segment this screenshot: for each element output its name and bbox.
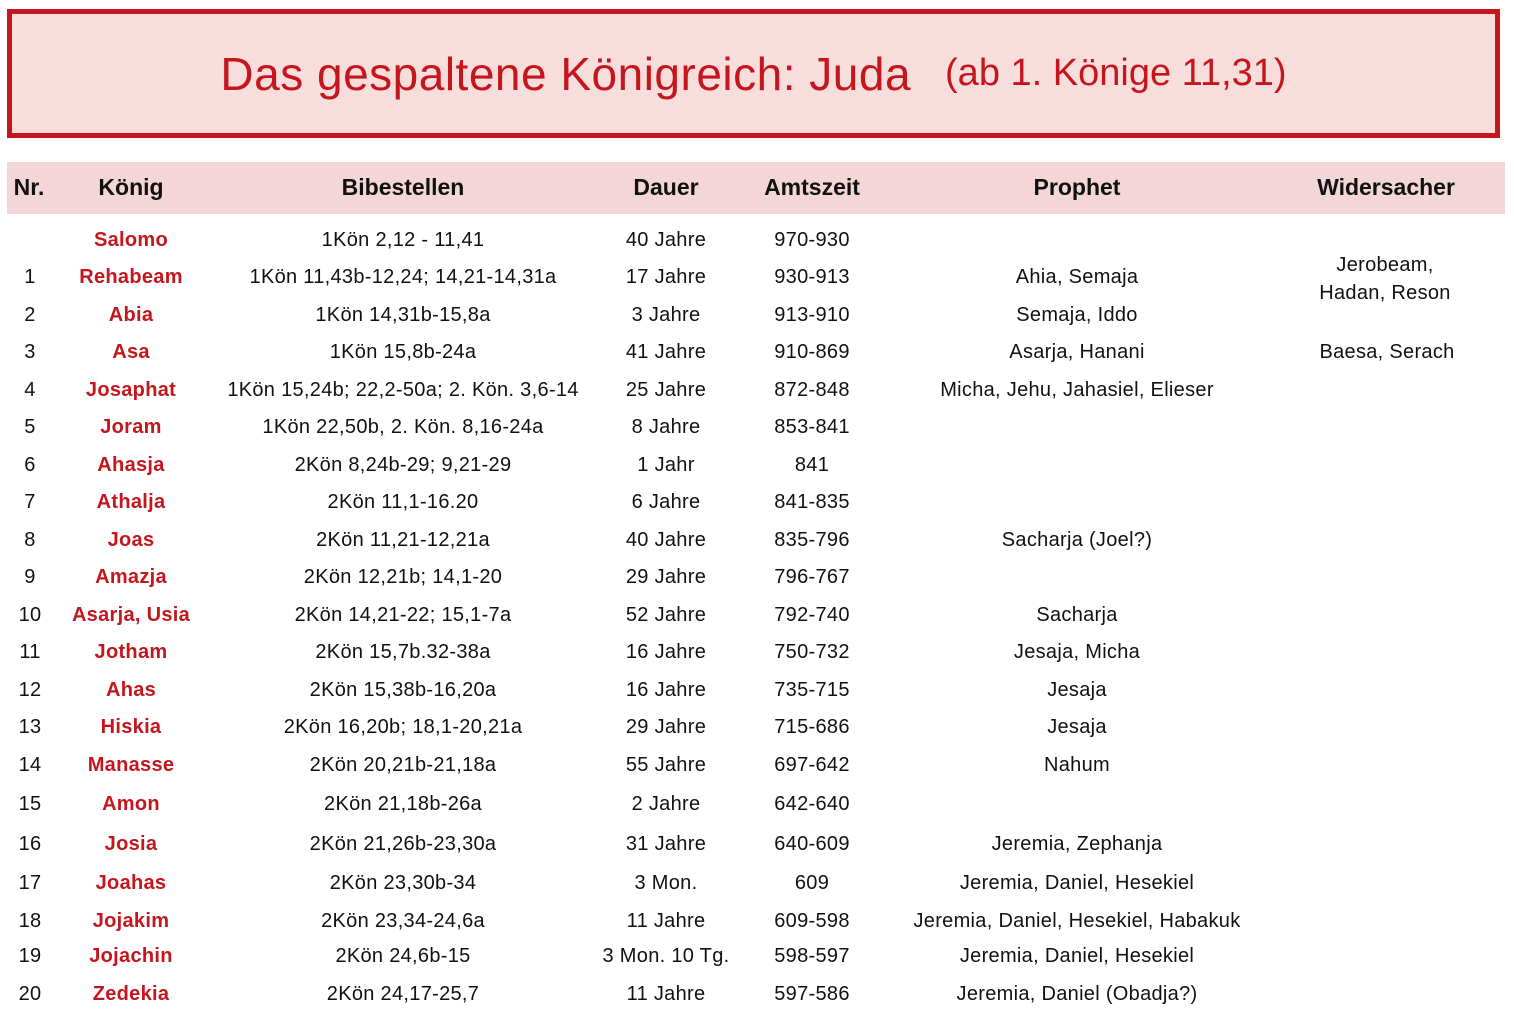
cell-stellen: 2Kön 23,34-24,6a <box>321 910 485 932</box>
cell-nr: 16 <box>18 833 42 855</box>
table-row <box>0 226 1514 256</box>
cell-amtszeit: 735-715 <box>774 679 850 701</box>
cell-koenig: Hiskia <box>100 716 162 738</box>
cell-dauer: 55 Jahre <box>625 754 707 776</box>
cell-nr: 18 <box>18 910 42 932</box>
cell-koenig: Salomo <box>93 229 169 251</box>
table-row <box>0 713 1514 743</box>
cell-dauer: 3 Mon. 10 Tg. <box>602 945 730 967</box>
cell-amtszeit: 697-642 <box>774 754 850 776</box>
widersacher-rehabeam <box>1319 251 1450 307</box>
cell-amtszeit: 609 <box>794 872 830 894</box>
table-row <box>0 638 1514 668</box>
header-prophet: Prophet <box>1033 174 1121 200</box>
cell-nr: 9 <box>24 566 36 588</box>
cell-amtszeit: 792-740 <box>774 604 850 626</box>
cell-amtszeit: 796-767 <box>774 566 850 588</box>
cell-koenig: Jojakim <box>92 910 170 932</box>
cell-nr: 14 <box>18 754 42 776</box>
cell-prophet: Ahia, Semaja <box>1015 266 1139 288</box>
cell-koenig: Rehabeam <box>79 266 183 288</box>
cell-koenig: Amon <box>102 793 160 815</box>
cell-amtszeit: 750-732 <box>774 641 850 663</box>
cell-koenig: Asarja, Usia <box>71 604 191 626</box>
cell-prophet: Jeremia, Daniel, Hesekiel <box>959 872 1195 894</box>
cell-amtszeit: 913-910 <box>774 304 850 326</box>
cell-dauer: 1 Jahr <box>637 454 695 476</box>
page-title: Das gespaltene Königreich: Juda <box>220 47 912 100</box>
cell-dauer: 3 Mon. <box>634 872 698 894</box>
cell-koenig: Josaphat <box>85 379 177 401</box>
cell-koenig: Asa <box>112 341 150 363</box>
cell-stellen: 2Kön 14,21-22; 15,1-7a <box>294 604 512 626</box>
cell-amtszeit: 910-869 <box>774 341 850 363</box>
cell-koenig: Manasse <box>87 754 175 776</box>
widersacher-asa: Baesa, Serach <box>1319 341 1455 363</box>
cell-prophet: Jesaja <box>1047 679 1107 701</box>
table-row <box>0 376 1514 406</box>
cell-stellen: 1Kön 15,8b-24a <box>329 341 477 363</box>
cell-nr: 7 <box>24 491 36 513</box>
cell-stellen: 2Kön 11,1-16.20 <box>327 491 479 513</box>
cell-nr: 11 <box>19 641 41 663</box>
cell-stellen: 2Kön 15,38b-16,20a <box>309 679 497 701</box>
cell-amtszeit: 841 <box>794 454 830 476</box>
cell-dauer: 11 Jahre <box>626 983 706 1005</box>
cell-stellen: 2Kön 8,24b-29; 9,21-29 <box>294 454 512 476</box>
page-subtitle: (ab 1. Könige 11,31) <box>945 52 1287 94</box>
cell-nr: 10 <box>18 604 42 626</box>
cell-amtszeit: 597-586 <box>774 983 850 1005</box>
cell-dauer: 11 Jahre <box>626 910 706 932</box>
cell-stellen: 1Kön 22,50b, 2. Kön. 8,16-24a <box>262 416 544 438</box>
cell-koenig: Jotham <box>94 641 168 663</box>
cell-stellen: 1Kön 11,43b-12,24; 14,21-14,31a <box>249 266 557 288</box>
header-dauer: Dauer <box>633 174 699 200</box>
cell-stellen: 2Kön 23,30b-34 <box>329 872 477 894</box>
table-row <box>0 980 1514 1010</box>
cell-stellen: 1Kön 15,24b; 22,2-50a; 2. Kön. 3,6-14 <box>227 379 579 401</box>
cell-amtszeit: 872-848 <box>774 379 850 401</box>
table-row <box>0 790 1514 820</box>
cell-stellen: 2Kön 16,20b; 18,1-20,21a <box>283 716 523 738</box>
widersacher-line: Jerobeam, <box>1336 254 1434 276</box>
cell-amtszeit: 835-796 <box>774 529 850 551</box>
cell-stellen: 2Kön 15,7b.32-38a <box>315 641 491 663</box>
cell-nr: 2 <box>24 304 36 326</box>
table-row <box>0 488 1514 518</box>
table-row <box>0 263 1514 293</box>
cell-dauer: 52 Jahre <box>625 604 707 626</box>
cell-prophet: Asarja, Hanani <box>1009 341 1145 363</box>
cell-nr: 5 <box>24 416 36 438</box>
cell-dauer: 16 Jahre <box>625 641 707 663</box>
cell-koenig: Abia <box>108 304 154 326</box>
cell-stellen: 2Kön 20,21b-21,18a <box>309 754 497 776</box>
cell-prophet: Jesaja, Micha <box>1013 641 1141 663</box>
cell-nr: 1 <box>24 266 36 288</box>
cell-koenig: Ahas <box>105 679 157 701</box>
cell-koenig: Joram <box>100 416 162 438</box>
cell-dauer: 31 Jahre <box>625 833 707 855</box>
cell-amtszeit: 609-598 <box>774 910 850 932</box>
cell-amtszeit: 715-686 <box>774 716 850 738</box>
cell-amtszeit: 853-841 <box>774 416 850 438</box>
header-stellen: Bibestellen <box>341 174 465 200</box>
cell-koenig: Joahas <box>95 872 167 894</box>
table-row <box>0 676 1514 706</box>
header-amtszeit: Amtszeit <box>764 174 860 200</box>
cell-prophet: Sacharja <box>1036 604 1118 626</box>
cell-dauer: 2 Jahre <box>631 793 701 815</box>
cell-stellen: 2Kön 21,18b-26a <box>324 793 482 815</box>
cell-dauer: 17 Jahre <box>625 266 707 288</box>
cell-dauer: 6 Jahre <box>631 491 701 513</box>
cell-nr: 15 <box>18 793 42 815</box>
cell-stellen: 2Kön 12,21b; 14,1-20 <box>303 566 503 588</box>
cell-nr: 8 <box>24 529 36 551</box>
table-row <box>0 751 1514 781</box>
cell-dauer: 41 Jahre <box>625 341 707 363</box>
cell-amtszeit: 970-930 <box>774 229 850 251</box>
cell-nr: 12 <box>18 679 42 701</box>
cell-nr: 20 <box>18 983 42 1005</box>
cell-prophet: Jeremia, Daniel, Hesekiel <box>959 945 1195 967</box>
cell-prophet: Jesaja <box>1047 716 1107 738</box>
cell-stellen: 2Kön 11,21-12,21a <box>316 529 490 551</box>
cell-prophet: Nahum <box>1044 754 1110 776</box>
cell-dauer: 29 Jahre <box>625 566 707 588</box>
cell-koenig: Joas <box>107 529 155 551</box>
cell-dauer: 25 Jahre <box>625 379 707 401</box>
table-row <box>0 563 1514 593</box>
cell-koenig: Zedekia <box>92 983 170 1005</box>
cell-koenig: Josia <box>104 833 158 855</box>
table-row <box>0 338 1514 368</box>
cell-nr: 6 <box>24 454 36 476</box>
cell-prophet: Sacharja (Joel?) <box>1001 529 1153 551</box>
table-row <box>0 907 1514 937</box>
cell-prophet: Jeremia, Daniel, Hesekiel, Habakuk <box>913 910 1241 932</box>
cell-koenig: Amazja <box>95 566 167 588</box>
cell-stellen: 1Kön 14,31b-15,8a <box>315 304 491 326</box>
table-row <box>0 830 1514 860</box>
table-row <box>0 413 1514 443</box>
cell-dauer: 3 Jahre <box>631 304 701 326</box>
header-koenig: König <box>98 174 164 200</box>
cell-dauer: 16 Jahre <box>625 679 707 701</box>
cell-amtszeit: 598-597 <box>774 945 850 967</box>
cell-nr: 19 <box>18 945 42 967</box>
cell-koenig: Ahasja <box>97 454 165 476</box>
table-row <box>0 451 1514 481</box>
cell-amtszeit: 640-609 <box>774 833 850 855</box>
table-row <box>0 526 1514 556</box>
title-box <box>7 9 1500 138</box>
cell-stellen: 1Kön 2,12 - 11,41 <box>321 229 485 251</box>
table-header <box>7 162 1505 214</box>
cell-dauer: 29 Jahre <box>625 716 707 738</box>
cell-dauer: 40 Jahre <box>625 229 707 251</box>
widersacher-line: Hadan, Reson <box>1319 282 1451 304</box>
cell-nr: 4 <box>24 379 36 401</box>
cell-stellen: 2Kön 24,6b-15 <box>335 945 471 967</box>
table-row <box>0 601 1514 631</box>
cell-nr: 17 <box>18 872 42 894</box>
cell-dauer: 40 Jahre <box>625 529 707 551</box>
cell-nr: 3 <box>24 341 36 363</box>
cell-amtszeit: 841-835 <box>774 491 850 513</box>
table-row <box>0 942 1514 972</box>
cell-nr: 13 <box>18 716 42 738</box>
table-row <box>0 869 1514 899</box>
cell-prophet: Semaja, Iddo <box>1016 304 1138 326</box>
cell-dauer: 8 Jahre <box>631 416 701 438</box>
cell-stellen: 2Kön 24,17-25,7 <box>326 983 480 1005</box>
cell-prophet: Jeremia, Zephanja <box>991 833 1163 855</box>
cell-stellen: 2Kön 21,26b-23,30a <box>309 833 497 855</box>
header-nr: Nr. <box>13 174 45 200</box>
cell-amtszeit: 930-913 <box>774 266 850 288</box>
cell-prophet: Micha, Jehu, Jahasiel, Elieser <box>940 379 1214 401</box>
cell-koenig: Athalja <box>96 491 166 513</box>
cell-amtszeit: 642-640 <box>774 793 850 815</box>
header-widersacher: Widersacher <box>1317 174 1455 200</box>
cell-koenig: Jojachin <box>89 945 173 967</box>
table-row <box>0 301 1514 331</box>
cell-prophet: Jeremia, Daniel (Obadja?) <box>956 983 1198 1005</box>
